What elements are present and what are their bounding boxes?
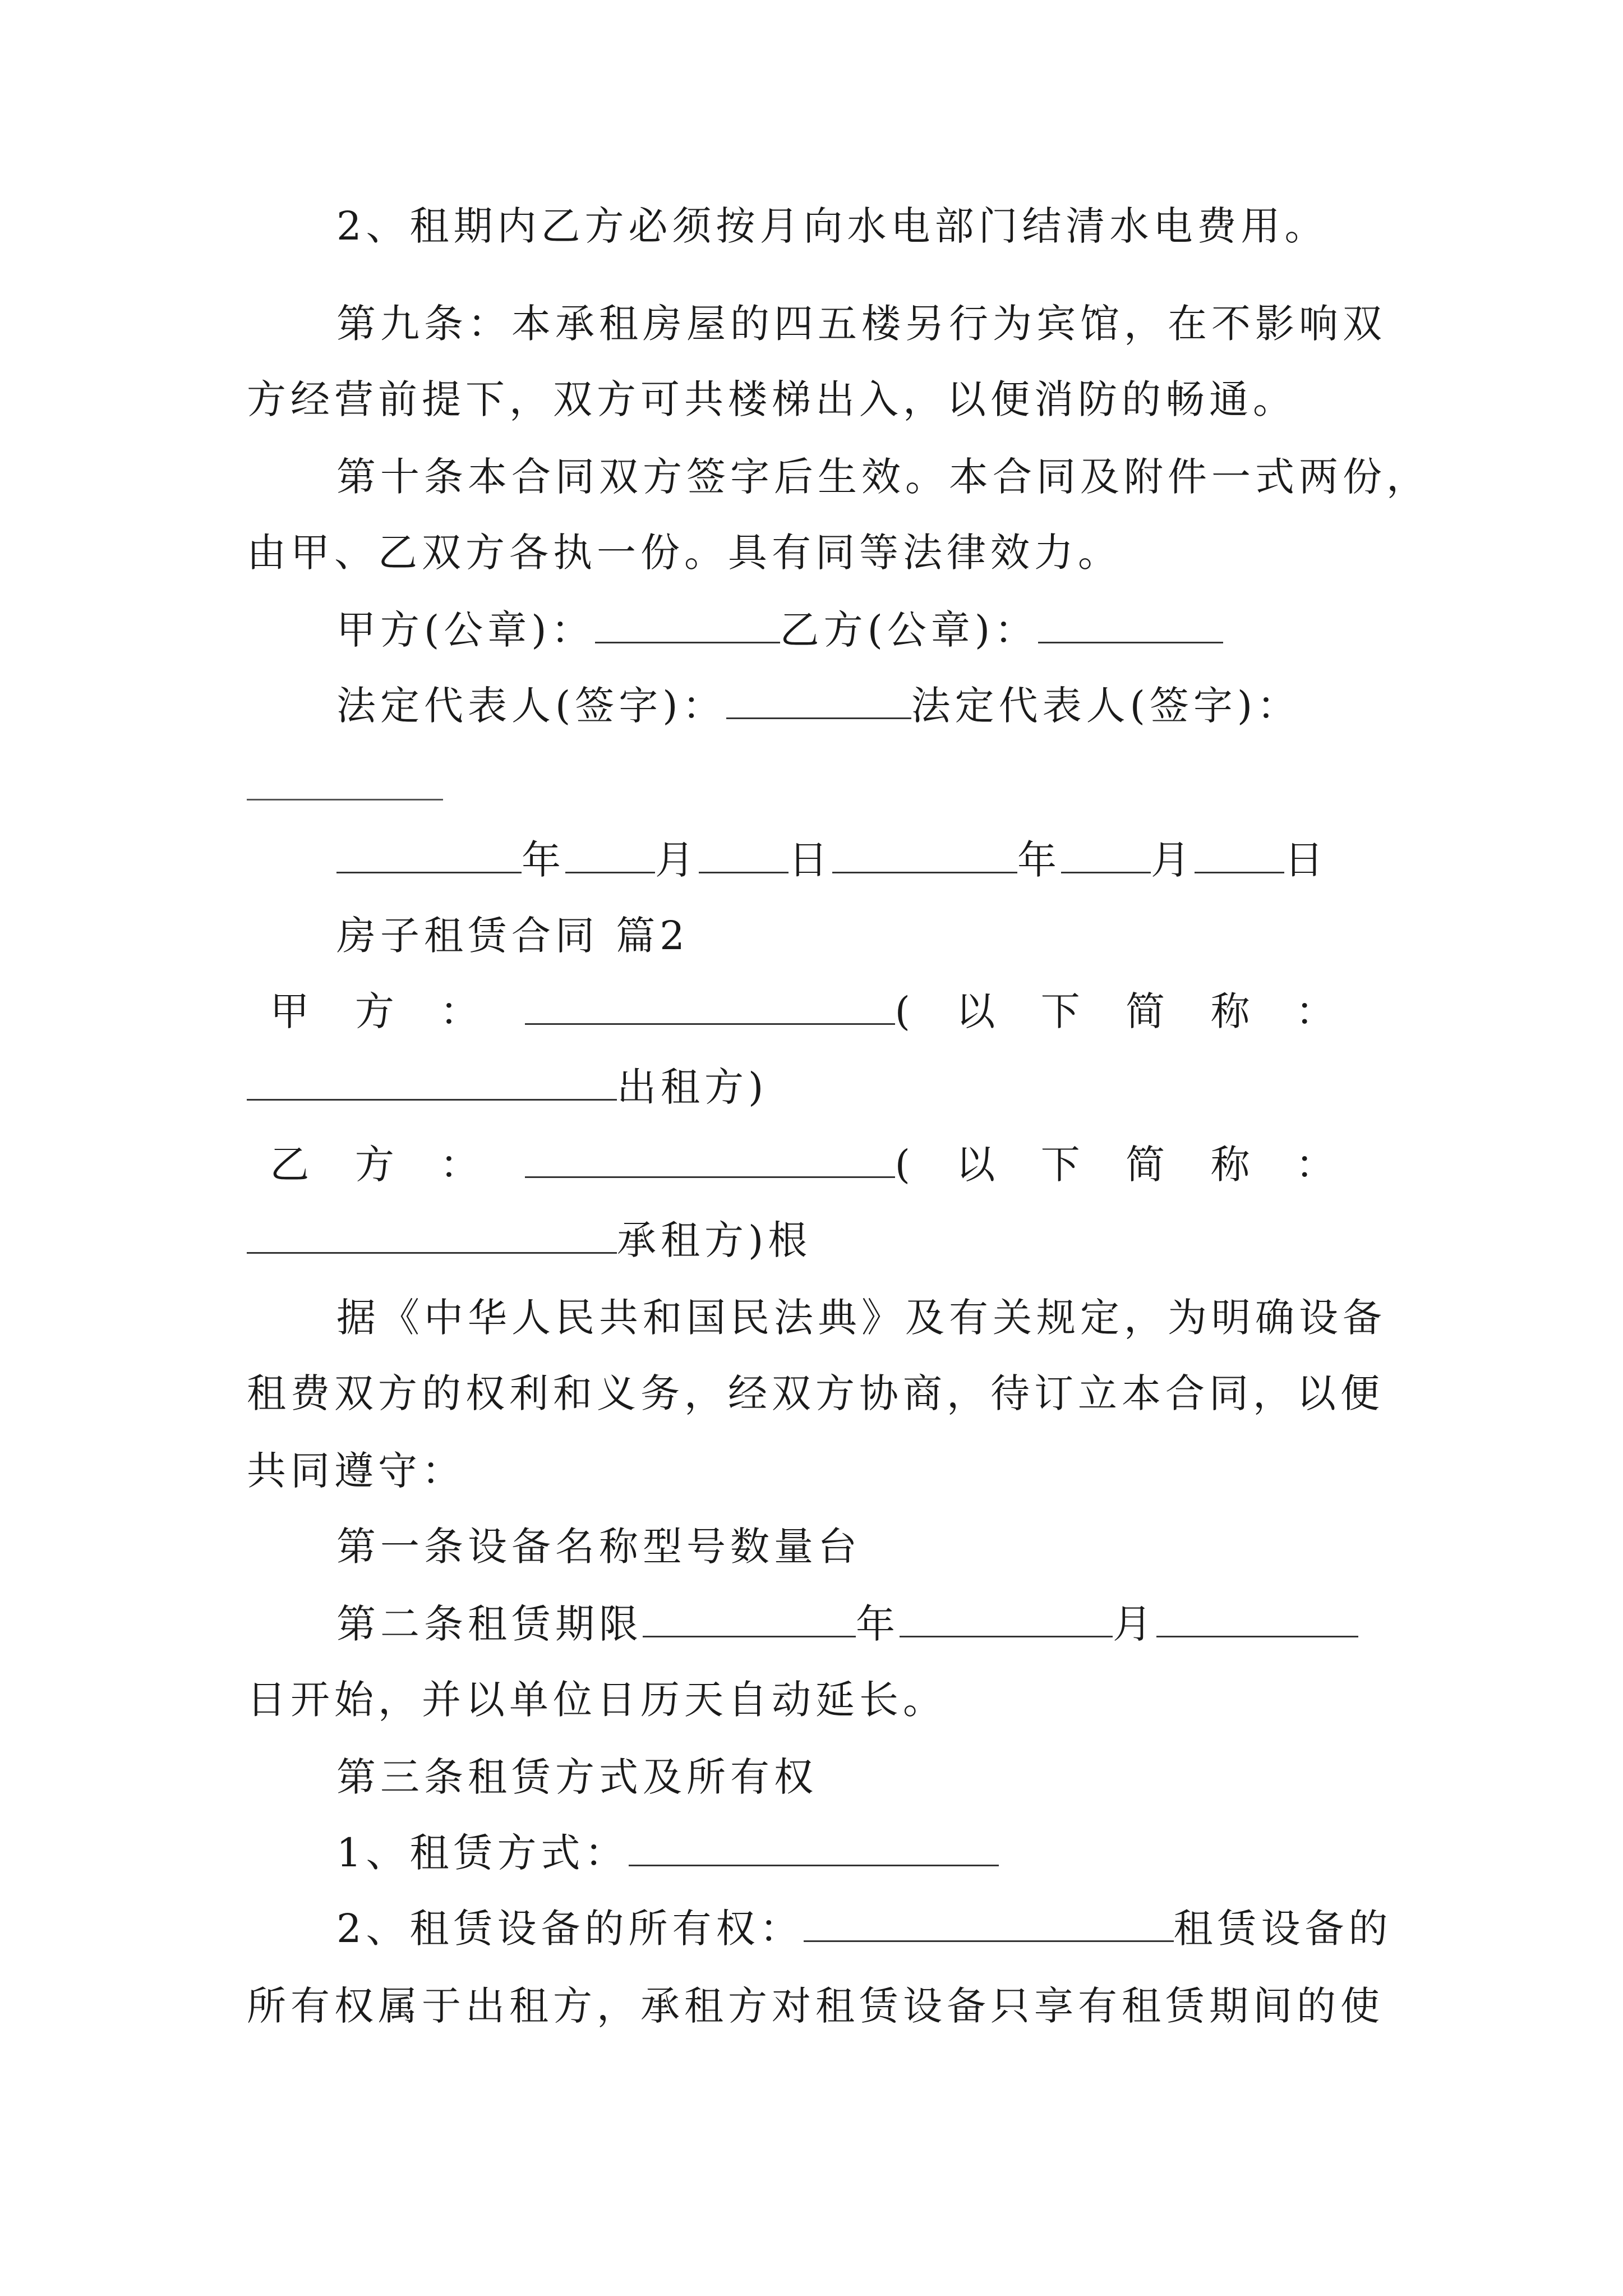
clause-line: 2、租赁设备的所有权： 租赁设备的	[336, 1906, 1393, 1952]
paragraph-line: 2、租期内乙方必须按月向水电部门结清水电费用。	[336, 203, 1329, 249]
blank-line	[643, 1602, 856, 1637]
article-line: 第二条租赁期限 年 月	[336, 1599, 1358, 1649]
paragraph-line: 第十条本合同双方签字后生效。本合同及附件一式两份，	[336, 454, 1430, 500]
paragraph-line: 第九条：本承租房屋的四五楼另行为宾馆，在不影响双	[336, 301, 1386, 347]
blank-line	[699, 838, 789, 873]
blank-line	[832, 838, 1017, 873]
blank-line	[629, 1831, 999, 1866]
blank-line	[1156, 1602, 1358, 1637]
blank-line	[726, 684, 911, 719]
article-line: 第三条租赁方式及所有权	[336, 1754, 818, 1800]
paragraph-line: 由甲、乙双方各执一份。具有同等法律效力。	[247, 530, 1122, 576]
party-b-line-continued: 承租方)根	[247, 1215, 811, 1266]
party-a-line-continued: 出租方)	[247, 1062, 768, 1112]
paragraph-line: 方经营前提下，双方可共楼梯出入，以便消防的畅通。	[247, 376, 1297, 422]
blank-line	[525, 990, 895, 1025]
blank-line	[525, 1143, 895, 1178]
date-line: 年 月 日 年 月 日	[336, 835, 1328, 885]
party-a-line: 甲方： (以下简称：	[269, 988, 1380, 1034]
blank-line	[804, 1907, 1174, 1942]
paragraph-line: 租费双方的权利和义务，经双方协商，待订立本合同，以便	[247, 1370, 1384, 1416]
blank-line	[1038, 608, 1223, 643]
party-b-line: 乙方： (以下简称：	[269, 1142, 1380, 1188]
signature-line-seal: 甲方(公章)： 乙方(公章)：	[336, 605, 1223, 655]
signature-line-representative: 法定代表人(签字)： 法定代表人(签字)：	[336, 683, 1301, 729]
clause-line: 1、租赁方式：	[336, 1828, 999, 1878]
blank-line	[247, 799, 443, 800]
paragraph-line: 据《中华人民共和国民法典》及有关规定，为明确设备	[336, 1295, 1386, 1341]
blank-line	[1061, 838, 1151, 873]
blank-line	[565, 838, 655, 873]
section-heading: 房子租赁合同 篇2	[336, 913, 689, 959]
article-line: 第一条设备名称型号数量台	[336, 1524, 861, 1570]
paragraph-line: 共同遵守：	[247, 1448, 465, 1494]
blank-line	[247, 1065, 617, 1101]
blank-line	[900, 1602, 1113, 1637]
paragraph-line: 日开始，并以单位日历天自动延长。	[247, 1677, 947, 1723]
paragraph-line: 所有权属于出租方，承租方对租赁设备只享有租赁期间的使	[247, 1983, 1384, 2029]
blank-line	[247, 1218, 617, 1254]
blank-line	[336, 838, 522, 873]
blank-line	[595, 608, 780, 643]
blank-line	[1195, 838, 1284, 873]
